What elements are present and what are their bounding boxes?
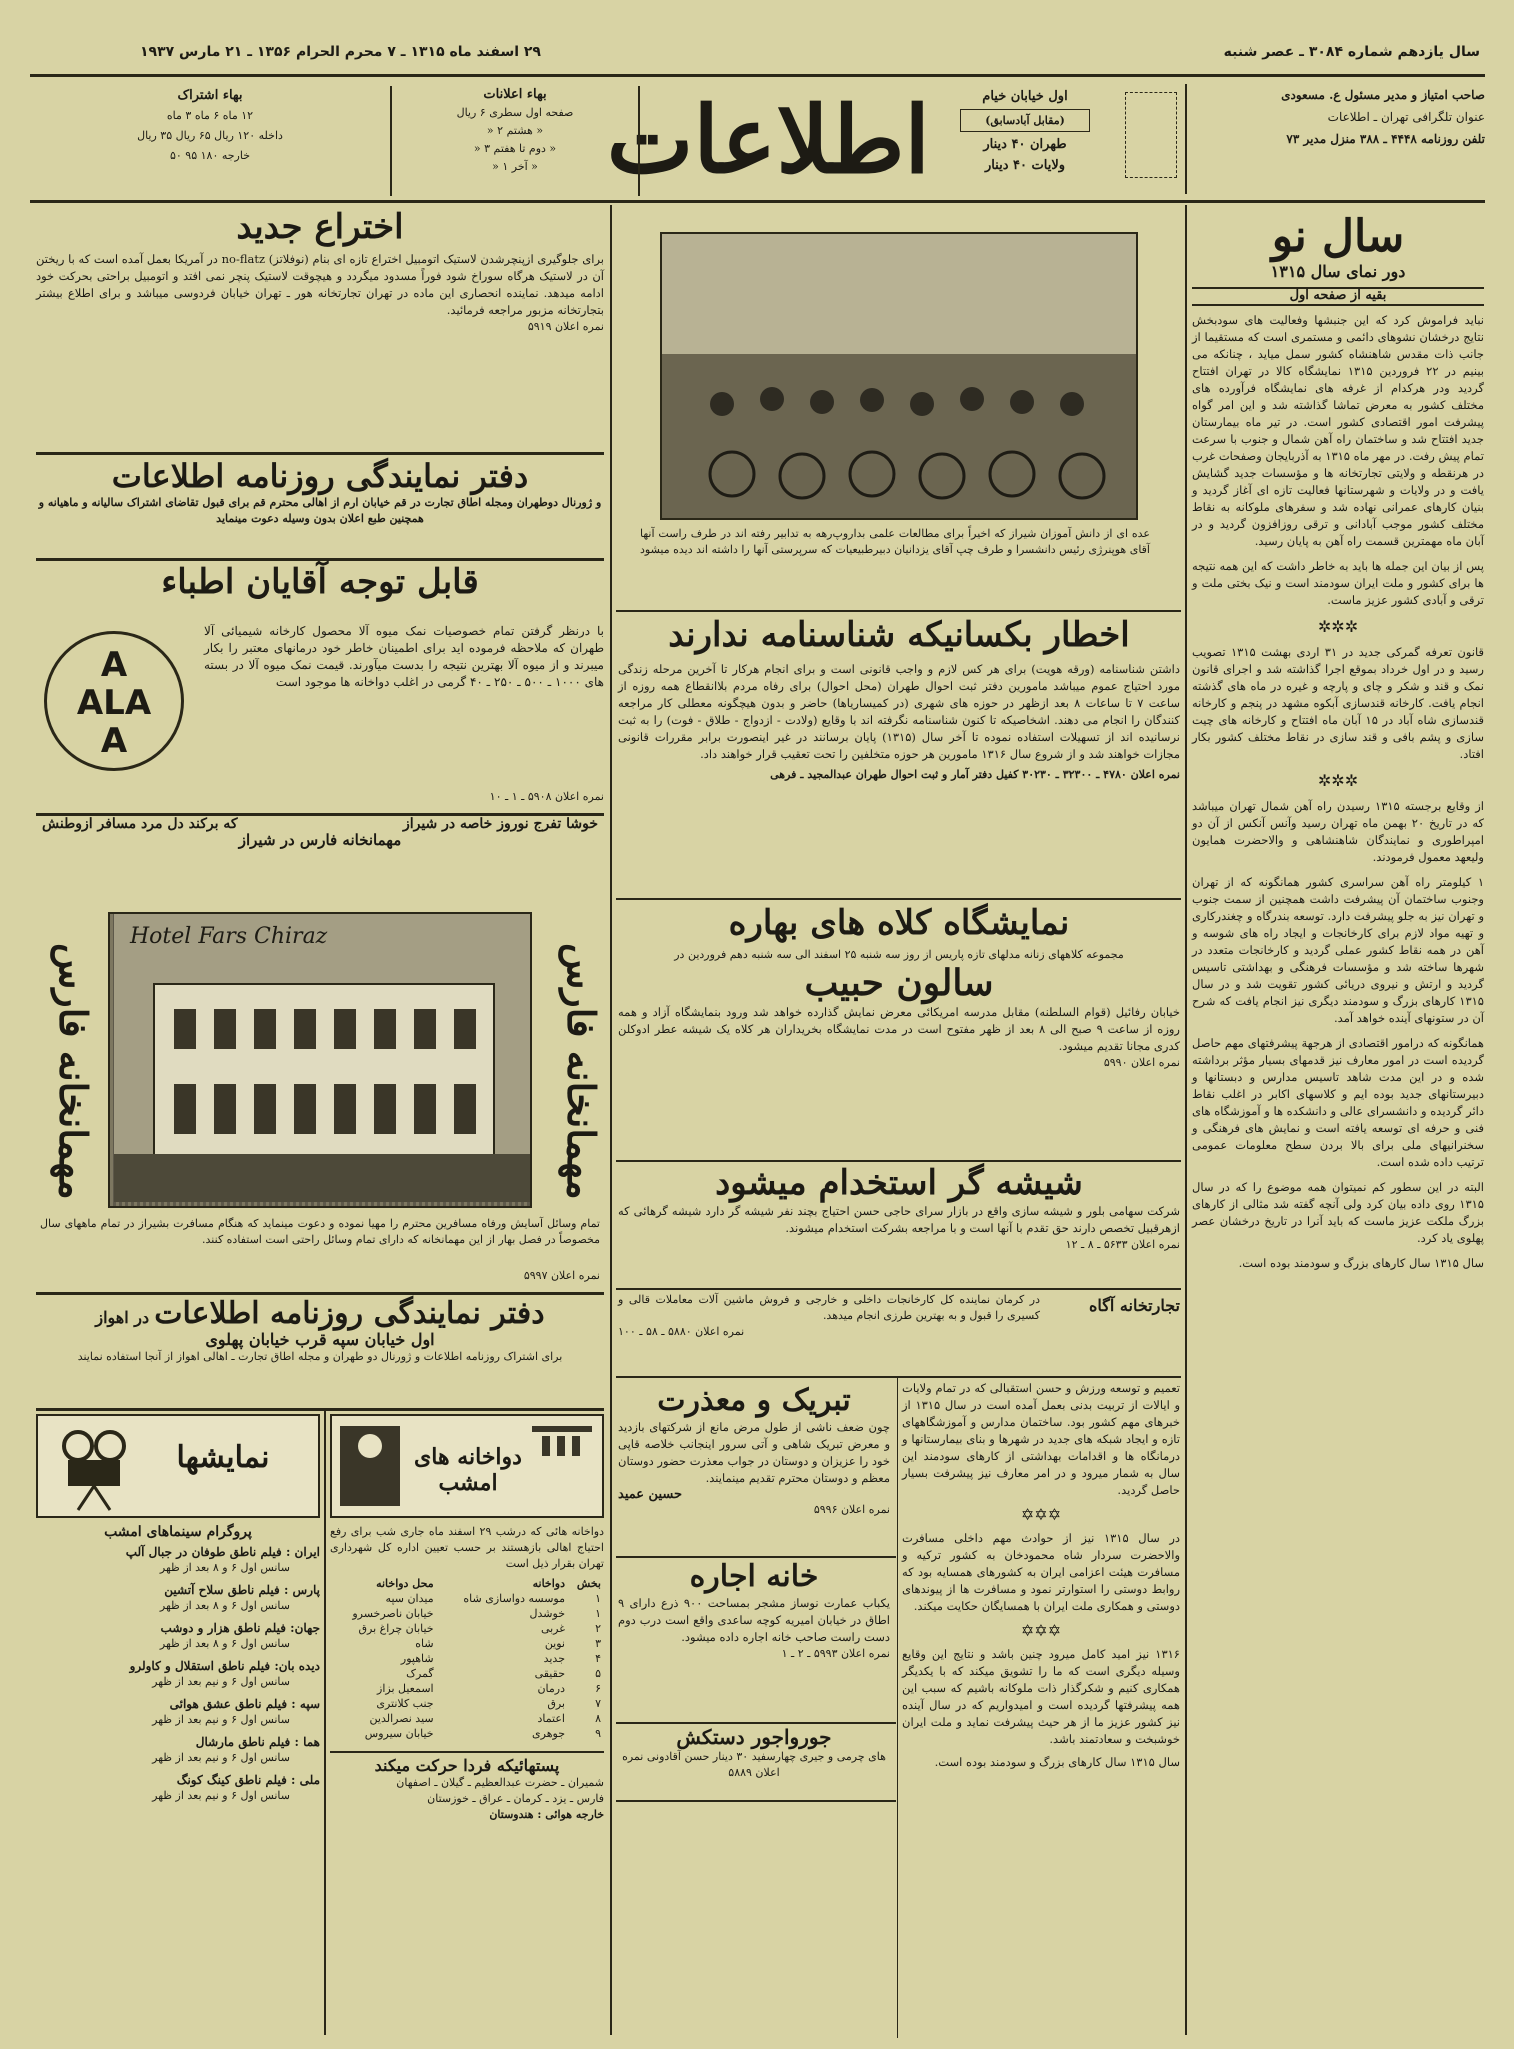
divider — [616, 1722, 896, 1724]
table-cell: اعتماد — [537, 1712, 565, 1725]
hats-title: نمایشگاه کلاه های بهاره — [728, 903, 1070, 943]
congrats-signature: حسین عمید — [618, 1486, 682, 1502]
table-cell: ۲ — [595, 1622, 601, 1635]
top-date-text: ۲۹ اسفند ماه ۱۳۱۵ ـ ۷ محرم الحرام ۱۳۵۶ ـ ۲۱ مارس ۱۹۳۷ — [140, 44, 541, 60]
separator-stars: ✡✡✡ — [1020, 1621, 1062, 1640]
table-cell: حقیقی — [534, 1667, 565, 1680]
divider — [36, 452, 604, 455]
column-rule-right — [1185, 205, 1187, 2035]
cinema-row: سانس اول ۶ و نیم بعد از ظهر — [152, 1675, 290, 1689]
pharmacies-banner — [330, 1414, 604, 1518]
photo-shiraz-students — [660, 232, 1138, 520]
ad-ala-fruit-salt — [36, 563, 604, 813]
table-cell: خیابان سیروس — [364, 1727, 434, 1740]
ahvaz-address: اول خیابان سپه قرب خیابان پهلوی — [205, 1330, 435, 1349]
column-rule-left — [610, 205, 612, 2035]
ad-qom-office — [36, 458, 604, 556]
price-tehran: طهران ۴۰ دینار — [983, 137, 1067, 152]
separator-stars: ✡✡✡ — [1020, 1505, 1062, 1524]
invention-title: اختراع جدید — [236, 207, 404, 247]
hats-ad-number: نمره اعلان ۵۹۹۰ — [1103, 1056, 1180, 1070]
divider — [36, 1292, 604, 1295]
ad-congrats — [618, 1384, 890, 1554]
hats-body: مجموعه کلاههای زنانه مدلهای تازه پاریس از روز سه شنبه ۲۵ اسفند الی سه شنبه دهم فروردین در — [674, 948, 1124, 962]
ahvaz-city: در اهواز — [95, 1308, 150, 1327]
glass-body: شرکت سهامی بلور و شیشه سازی واقع در بازار سرای حاجی حسن احتیاج بچند نفر شیشه گر دارد شیشه گرهائی که ازهرقبیل تخصص دارند حق تقدم با آنها است و با مراجعه بشرکت استخدام میشوند. — [618, 1204, 1180, 1236]
table-cell: جنب کلانتری — [376, 1697, 434, 1710]
table-row — [330, 1726, 604, 1741]
hotel-ad-number: نمره اعلان ۵۹۹۷ — [523, 1269, 600, 1282]
invention-body: برای جلوگیری ازپنچرشدن لاستیک اتومبیل اختراع تازه ای بنام (نوفلاتز) no-flatz در آمریکا بعمل آمده است که با ریختن آن در لاستیک هرگاه سوراخ شود فوراً مسدود میگردد و هیچوقت لاستیک پنچر نمی افتد و اتومبیل براحتی بحرکت خود ادامه میدهد. نماینده انحصاری این ماده در تهران تجارتخانه هور ـ تهران خیابان فردوسی میباشد و برای اطلاع بیشتر بتجارتخانه مزبور مراجعه فرمائید. — [36, 252, 605, 318]
hotel-sign-text: Hotel Fars Chiraz — [130, 924, 328, 949]
table-cell: سید نصرالدین — [369, 1712, 434, 1725]
cinemas-banner — [36, 1414, 320, 1518]
table-header-cell: بخش — [576, 1577, 601, 1590]
divider — [616, 610, 1181, 612]
cinema-row: سپه : فیلم ناطق عشق هوائی — [169, 1697, 320, 1712]
congrats-ad-number: نمره اعلان ۵۹۹۶ — [813, 1502, 890, 1516]
divider — [36, 1408, 604, 1411]
table-cell: غربی — [540, 1622, 565, 1635]
article-body: نباید فراموش کرد که این جنبشها وفعالیت های سودبخش نتایج درخشان نشوهای دائمی و مستمری است که مستقیما از جانب ذات مقدس شاهنشاه کشور سمل میاید ، چنانکه می بینیم در ۲۲ فروردین ۱۳۱۵ نمایشگاه کالا در تهران افتتاح گردید ودر هرکدام از غرفه های نمایشگاه فرآورده های مختلف کشور به معرض تماشا گذاشته شد و این امر گواه پیشرفت امور اقتصادی کشور است. در تیر ماه بیمارستان جدید افتتاح شد و ساختمان راه آهن شمال و جنوب با سرعت تمام پیش رفت. در مهر ماه ۱۳۱۵ به آذربایجان وصفحات غرب در هرنقطه و ولایتی تجارتخانه ها و مؤسسات جدید گشایش یافت و در ولایات و شهرستانها فعالیت تازه ای آغاز گردید و بنیان کارهای عمرانی نهاده شد و سفرهای ملوکانه به نقاط مختلف کشور موجب آبادانی و ترقی روزافزون گردید و در آبان ماه مهمترین قسمت راه آهن به پایان رسید. — [1192, 312, 1484, 548]
table-row — [330, 1711, 604, 1726]
article-body: تعمیم و توسعه ورزش و حسن استقبالی که در تمام ولایات و ایالات از تربیت بدنی بعمل آمده است در سال ۱۳۱۵ از خبرهای مهم کشور بود. ساختمان مدارس و آموزشگاههای تازه و ایجاد شبکه های جدید در شهرها و بنای بیمارستانها و درمانگاه ها و اقدامات بهداشتی از کارهای سودمند این سال به شمار میرود و در امر معارف نیز پیشرفت بسیار حاصل گردید. — [902, 1381, 1181, 1497]
masthead-subscription — [40, 86, 380, 196]
separator-stars: ✲✲✲ — [1317, 770, 1359, 790]
sub-row: خارجه ۱۸۰ ۹۵ ۵۰ — [169, 149, 251, 162]
post-section — [330, 1751, 604, 1823]
table-cell: شاهپور — [400, 1652, 434, 1665]
subcolumn-rule — [897, 1378, 898, 2038]
ad-gloves — [618, 1726, 890, 1796]
invention-ad-number: نمره اعلان ۵۹۱۹ — [527, 320, 604, 334]
masthead-stamp-box — [1125, 92, 1177, 178]
table-cell: ۵ — [595, 1667, 601, 1680]
table-cell: برق — [547, 1697, 565, 1710]
table-cell: موسسه دواسازی شاه — [463, 1592, 565, 1605]
trade-ad-number: نمره اعلان ۵۸۸۰ ـ ۵۸ ـ ۱۰۰ — [618, 1325, 745, 1338]
divider — [36, 558, 604, 561]
ahvaz-body: برای اشتراک روزنامه اطلاعات و ژورنال دو طهران و مجله اطاق تجارت ـ اهالی اهواز از آنجا استفاده نمایند — [77, 1350, 563, 1364]
ahvaz-title: دفتر نمایندگی روزنامه اطلاعات — [154, 1296, 545, 1331]
trade-body: در کرمان نماینده کل کارخانجات داخلی و خارجی و فروش ماشین آلات معاملات قالی و کسیری را قبول و به بهترین طرزی انجام میدهد. — [618, 1293, 1040, 1322]
table-cell: ۱ — [595, 1607, 601, 1620]
cinema-row: سانس اول ۶ و ۸ بعد از ظهر — [159, 1637, 290, 1651]
photo-illustration — [662, 234, 1136, 518]
hotel-illustration — [114, 914, 530, 1202]
cinema-row: ایران : فیلم ناطق طوفان در جبال آلپ — [125, 1545, 320, 1560]
table-row — [330, 1696, 604, 1711]
house-title: خانه اجاره — [689, 1559, 819, 1594]
table-cell: درمان — [537, 1682, 565, 1695]
qom-office-body: و ژورنال دوطهران ومجله اطاق تجارت در قم خیابان ارم از اهالی محترم قم برای قبول تقاضای اشتراک سالیانه و ماهیانه و همچنین طبع اعلان بدون وسیله دعوت مینماید — [38, 495, 602, 525]
table-cell: ۶ — [595, 1682, 601, 1695]
masthead-ads-rates — [390, 86, 640, 196]
hotel-side-label-right: مهمانخانه فارس — [559, 942, 604, 1200]
cinema-row: دیده بان: فیلم ناطق استقلال و کاولرو — [129, 1659, 320, 1674]
doctors-body: با درنظر گرفتن تمام خصوصیات نمک میوه آلا محصول کارخانه شیمیائی آلا طهران که ملاحظه فرموده اید برای اطمینان خاطر خود درمانهای معتبر را بکار میبرند و از میوه آلا بهترین نتیجه را بدست میآورند. قیمت نمک میوه آلا در بسته های ۱۰۰۰ ـ ۵۰۰ ـ ۲۵۰ ـ ۴۰ گرمی در اغلب دواخانه ها موجود است — [204, 624, 604, 689]
table-header-cell: دواخانه — [532, 1577, 565, 1590]
pharmacies-table — [330, 1576, 604, 1741]
congrats-body: چون ضعف ناشی از طول مرض مانع از شرکتهای بازدید و معرض تبریک شاهی و آتی سرور اینجانب خلاصه قاپی خود را عزیزان و دوستان در جواب معذرت حضور دوستان معظم و دوستان محترم تقدیم مینمایند. — [618, 1419, 890, 1485]
sub-row: داخله ۱۲۰ ریال ۶۵ ریال ۳۵ ریال — [137, 129, 283, 142]
cinemas-banner-title: نمایشها — [176, 1440, 270, 1475]
warning-title: اخطار بکسانیکه شناسنامه ندارند — [668, 615, 1130, 655]
masthead-phone: تلفن روزنامه ۴۴۴۸ ـ ۳۸۸ منزل مدیر ۷۳ — [1286, 132, 1485, 146]
article-body: در سال ۱۳۱۵ نیز از حوادث مهم داخلی مسافرت والاحضرت سردار شاه محمودخان به کشور ترکیه و مسافرت هیئت اعزامی ایران به کشورهای همسایه بود که روابط دوستی را استوارتر نمود و مسافرت ها از پیوندهای دوستی و همکاری ملت ایران با همسایگان حکایت میکند. — [902, 1531, 1180, 1613]
table-cell: خوشدل — [529, 1607, 565, 1620]
sub-row: ۱۲ ماه ۶ ماه ۳ ماه — [166, 109, 254, 122]
ad-spring-hats — [618, 904, 1180, 1160]
house-ad-number: نمره اعلان ۵۹۹۳ ـ ۲ ـ ۱ — [781, 1646, 890, 1660]
top-issue-line: سال یازدهم شماره ۳۰۸۴ ـ عصر شنبه — [1223, 44, 1480, 60]
table-cell: ۴ — [595, 1652, 601, 1665]
masthead-address — [935, 86, 1115, 196]
doctors-title: قابل توجه آقایان اطباء — [161, 562, 479, 602]
ad-hotel-fars — [36, 816, 604, 1292]
ahvaz-title-line — [36, 1296, 604, 1331]
salon-name: سالون حبیب — [804, 962, 994, 1005]
divider — [616, 1160, 1181, 1162]
cinema-row: سانس اول ۶ و نیم بعد از ظهر — [152, 1751, 290, 1765]
article-body: قانون تعرفه گمرکی جدید در ۳۱ اردی بهشت ۱۳۱۵ تصویب رسید و در اول خرداد بموقع اجرا گذاشته شد و اجرای قانون نمک و قند و شکر و چای و پارچه و غیره در ماه های گذشته انجام یافت. کارخانه قندسازی آبکوه مشهد در پنجم و کارخانه قندسازی شاه آباد در ۱۵ آبان ماه افتتاح و کارخانه های چیت سازی و پشم بافی و قند سازی در نقاط مختلف کشور بکار افتاد. — [1192, 644, 1485, 761]
divider — [616, 1800, 896, 1802]
cinema-row: سانس اول ۶ و ۸ بعد از ظهر — [159, 1561, 290, 1575]
table-header-cell: محل دواخانه — [376, 1577, 434, 1590]
photo-caption: عده ای از دانش آموزان شیراز که اخیراً برای مطالعات علمی بداروپ‌رهه به تدابیر رفته اند در طرف راست آنها آقای هوپنرژی رئیس دانشسرا و طرف چپ آقای یزدانیان دبیرطبیعیات که سرپرستی آنها را داشته اند دیده میشود — [640, 527, 1150, 556]
ads-title: بهاء اعلانات — [483, 87, 547, 102]
cinema-row: سانس اول ۶ و نیم بعد از ظهر — [152, 1713, 290, 1727]
hotel-subtitle: مهمانخانه فارس در شیراز — [238, 831, 402, 849]
masthead-telegram: عنوان تلگرافی تهران ـ اطلاعات — [1327, 110, 1485, 124]
ala-logo-top: A — [100, 645, 128, 685]
cinema-row: سانس اول ۶ و نیم بعد از ظهر — [152, 1789, 290, 1803]
pharmacies-intro: دواخانه هائی که درشب ۲۹ اسفند ماه جاری شب برای رفع احتیاج اهالی بازهستند بر حسب تعیین اداره کل شهرداری تهران بقرار ذیل است — [330, 1525, 604, 1570]
table-cell: شاه — [415, 1637, 434, 1650]
divider — [616, 1288, 1181, 1290]
top-date-line — [140, 44, 700, 60]
table-header — [330, 1576, 604, 1591]
pharmacies-banner-title: دواخانه های امشب — [414, 1444, 522, 1496]
table-cell: ۸ — [595, 1712, 601, 1725]
post-row: شمیران ـ حضرت عبدالعظیم ـ گیلان ـ اصفهان — [396, 1776, 604, 1790]
divider — [616, 1376, 1181, 1378]
table-row — [330, 1606, 604, 1621]
ad-house-rent — [618, 1560, 890, 1720]
ad-agah-trading — [618, 1292, 1180, 1376]
warning-body: داشتن شناسنامه (ورقه هویت) برای هر کس لازم و واجب قانونی است و برای انجام هرکار تا آخرین مرحله زندگی مورد احتیاج عموم میباشد مامورین دفتر ثبت احوال طهران (محل احوال) برای رفاه مردم بلاانقطاع همه روزه از ساعت ۷ تا ساعات ۸ بعد ازظهر در حوزه های شهری (در کمیساریاها) حاضر و بدون هیچگونه معطلی کار مراجعه کنندگان را انجام می دهند. اشخاصیکه تا کنون شناسنامه نگرفته اند با وقایع (ولادت - ازدواج - طلاق - فوت) را به ثبت نرسانیده اند از تسهیلات استفاده نموده تا آخر سال (۱۳۱۵) پایان برسانند در غیر اینصورت برابر مقررات قانونی مجازات خواهند شد و از شروع سال ۱۳۱۶ مامورین هر حوزه متخلفین را تحت تعقیب قرار خواهند داد. — [618, 662, 1180, 762]
cinema-row: ملی : فیلم ناطق کینگ کونگ — [176, 1773, 320, 1788]
article-body: سال ۱۳۱۵ سال کارهای بزرگ و سودمند بوده است. — [1238, 1255, 1484, 1270]
table-cell: ۱ — [595, 1592, 601, 1605]
cinemas-section — [36, 1414, 320, 2034]
masthead-bottom-rule — [30, 200, 1485, 203]
ala-logo-bottom: A — [100, 721, 128, 761]
trade-title: تجارتخانه آگاه — [1089, 1296, 1180, 1315]
congrats-title: تبریک و معذرت — [657, 1383, 851, 1418]
article-body: سال ۱۳۱۵ سال کارهای بزرگ و سودمند بوده است. — [934, 1755, 1180, 1769]
table-cell: اسمعیل بزاز — [377, 1682, 434, 1695]
glass-ad-number: نمره اعلان ۵۶۳۳ ـ ۸ ـ ۱۲ — [1065, 1238, 1180, 1252]
warning-signature: نمره اعلان ۴۷۸۰ ـ ۳۲۳۰۰ ـ ۳۰۲۳۰ کفیل دفتر آمار و ثبت احوال طهران عبدالمجید ـ فرهی — [770, 768, 1180, 782]
article-title-new-year: سال نو — [1271, 211, 1405, 262]
table-cell: ۳ — [595, 1637, 601, 1650]
masthead-owner: صاحب امتیاز و مدیر مسئول ع. مسعودی — [1281, 88, 1485, 102]
doctors-ad-number: نمره اعلان ۵۹۰۸ ـ ۱ ـ ۱۰ — [489, 790, 604, 803]
table-row — [330, 1666, 604, 1681]
ads-row: صفحه اول سطری ۶ ریال — [456, 106, 574, 119]
table-cell: خیابان چراغ برق — [358, 1622, 434, 1635]
divider — [616, 898, 1181, 900]
ads-row: « هشتم ۲ « — [486, 124, 544, 137]
pharmacies-section — [330, 1414, 604, 2034]
house-body: یکباب عمارت نوساز مشجر بمساحت ۹۰۰ ذرع دارای ۹ اطاق در خیابان امیریه کوچه ساعدی واقع است درب دوم دست راست صاحب خانه اجاره داده میشود. — [618, 1595, 890, 1644]
hotel-side-label-left: مهمانخانه فارس — [51, 942, 96, 1200]
article-body: همانگونه که درامور اقتصادی از هرجهة پیشرفتهای مهم حاصل گردیده است در امور معارف نیز قدمهای بسیار مؤثر برداشته شده و در این مدت شاهد تاسیس مدارس و دبستانها و دبیرستانهای جدید بوده ایم و کلاسهای اکابر در اغلب نقاط دائر گردیده و دانشسرای عالی و دانشکده ها و آموزشگاه های فنی و حرفه ای توسعه یافته است و نمایش های فرهنگی و سخنرانیهای ملی برای بالا بردن سطح معلومات عمومی ترتیب داده شده است. — [1191, 1035, 1484, 1169]
ala-logo — [44, 631, 184, 771]
table-cell: ۹ — [595, 1727, 601, 1740]
glass-title: شیشه گر استخدام میشود — [715, 1163, 1083, 1203]
masthead-divider-1 — [1185, 84, 1187, 194]
table-cell: ۷ — [595, 1697, 601, 1710]
col-right — [1192, 208, 1484, 2038]
article-body: ۱۳۱۶ نیز امید کامل میرود چنین باشد و نتایج این وقایع وسیله دیگری است که ما را تشویق میکند که با یکدیگر همکاری کنیم و شکرگذار ذات ملوکانه باشیم که سبب این همه پیشرفتها گردیده است و امیدواریم که در سال آینده نیز کشور عزیز ما از هر حیث پیشرفت نماید و ملت ایران خوشبخت و سعادتمند باشد. — [902, 1647, 1180, 1746]
shiraz-verse-2: که برکند دل مرد مسافر ازوطنش — [42, 816, 238, 832]
table-cell: جدید — [543, 1652, 565, 1665]
cinema-row: سانس اول ۶ و ۸ بعد از ظهر — [159, 1599, 290, 1613]
post-title: پستهائیکه فردا حرکت میکند — [374, 1756, 560, 1775]
gloves-body: های چرمی و جیری چهارسفید ۳۰ دینار حسن آقادونی نمره اعلان ۵۸۸۹ — [622, 1750, 886, 1779]
address-sub: (مقابل آبادسابق) — [960, 109, 1090, 132]
gloves-title: جورواجور دستکش — [676, 1725, 832, 1749]
table-cell: گمرک — [406, 1667, 434, 1680]
table-cell: نوین — [544, 1637, 565, 1650]
article-body: البته در این سطور کم نمیتوان همه موضوع را که در سال ۱۳۱۵ روی داده بیان کرد ولی آنچه گفته شد مثالی از کارهای بزرگ ملکت عزیز ماست که باید آنرا در تاریخ درخشان عصر پهلوی یاد کرد. — [1192, 1179, 1484, 1245]
divider — [616, 1556, 896, 1558]
post-row: خارجه هوائی : هندوستان — [489, 1808, 604, 1822]
table-row — [330, 1651, 604, 1666]
ad-new-invention — [36, 208, 604, 448]
separator-stars: ✲✲✲ — [1317, 616, 1359, 636]
ads-row: « آخر ۱ « — [492, 160, 538, 173]
table-cell: میدان سپه — [385, 1592, 434, 1605]
ala-logo-mid: ALA — [76, 683, 152, 723]
table-row — [330, 1636, 604, 1651]
table-row — [330, 1591, 604, 1606]
masthead-owner-block — [1195, 84, 1485, 194]
article-body: پس از بیان این جمله ها باید به خاطر داشت که این همه نتیجه ها برای کشور و ملت ایران سودمند است و نیک بختی ملت و ترقی و آبادی کشور عزیز ماست. — [1192, 558, 1484, 607]
top-rule — [30, 74, 1485, 77]
hats-body-2: خیابان رفائیل (قوام السلطنه) مقابل مدرسه امریکائی معرض نمایش گذارده خواهد شد ورود بنمایشگاه آزاد و همه روزه از ساعت ۹ صبح الی ۸ بعد از ظهر مفتوح است در مدت نمایشگاه بخریداران هر کلاه یک شیشه عطر ادوکلن کدری مجانا تقدیم میشود. — [618, 1005, 1180, 1054]
cinema-program-title: پروگرام سینماهای امشب — [104, 1524, 252, 1540]
shiraz-verse — [36, 816, 604, 832]
masthead-logo: اطلاعات — [606, 86, 930, 194]
sub-title: بهاء اشتراک — [177, 88, 243, 103]
cinema-row: جهان: فیلم ناطق هزار و دوشب — [160, 1621, 320, 1636]
article-body: ۱ کیلومتر راه آهن سراسری کشور همانگونه که از تهران وجنوب ساختمان آن پیشرفت داشت همچنین از سمت جنوب و تهران نیز به جلو پیشرفت دارد. توسعه بندرگاه و چغندرکاری و تهیه مواد لازم برای کارخانجات و ایجاد راه های شوسه و آهن در همه نقاط کشور عملی گردید و کارخانجات متعدد در شهرها ساخته شد و مؤسسات فرهنگی و بهداشتی تاسیس گردید و ارتش و نیروی دریائی کشور تقویت شد و در سال ۱۳۱۵ کارهای بزرگ و سودمند دیگری نیز انجام یافت که شرح آن در ستونهای آینده خواهد آمد. — [1192, 874, 1484, 1025]
article-body: از وقایع برجسته ۱۳۱۵ رسیدن راه آهن شمال تهران میباشد که در تاریخ ۲۰ بهمن ماه تهران رسید وآنس آنکس از آن دو امپراطوری و نمایندگان شاهنشاهی و والاحضرت همایون ولیعهد معمول فرمودند. — [1192, 798, 1484, 864]
shiraz-verse-1: خوشا تفرج نوروز خاصه در شیراز — [402, 816, 598, 832]
ad-identity-warning — [618, 616, 1180, 896]
qom-office-title: دفتر نمایندگی روزنامه اطلاعات — [111, 457, 529, 495]
ad-glassmaker — [618, 1164, 1180, 1288]
post-row: فارس ـ یزد ـ کرمان ـ عراق ـ خوزستان — [427, 1792, 604, 1806]
hotel-photo — [108, 912, 532, 1208]
cinema-row: هما : فیلم ناطق مارشال — [195, 1735, 320, 1750]
table-cell: جوهری — [532, 1727, 565, 1740]
table-row — [330, 1621, 604, 1636]
table-row — [330, 1681, 604, 1696]
address-title: اول خیابان خیام — [982, 89, 1068, 104]
article-continued-mid — [902, 1380, 1180, 2035]
subcolumn-rule — [324, 1410, 326, 2035]
article-subtitle: دور نمای سال ۱۳۱۵ — [1270, 261, 1406, 281]
ads-row: « دوم تا هفتم ۳ « — [473, 142, 557, 155]
cinema-row: پارس : فیلم ناطق سلاح آتشین — [164, 1583, 320, 1598]
article-continued: بقیه از صفحه اول — [1192, 287, 1484, 306]
price-provinces: ولایات ۴۰ دینار — [984, 158, 1066, 173]
hotel-body: تمام وسائل آسایش ورفاه مسافرین محترم را مهیا نموده و دعوت مینماید که هنگام مسافرت بشیراز در تمام ماههای سال مخصوصاً در فصل بهار از این مهمانخانه که دارای تمام وسائل راحتی است استفاده کنند. — [40, 1217, 600, 1246]
table-cell: خیابان ناصرخسرو — [352, 1607, 434, 1620]
ad-ahvaz-office — [36, 1296, 604, 1404]
